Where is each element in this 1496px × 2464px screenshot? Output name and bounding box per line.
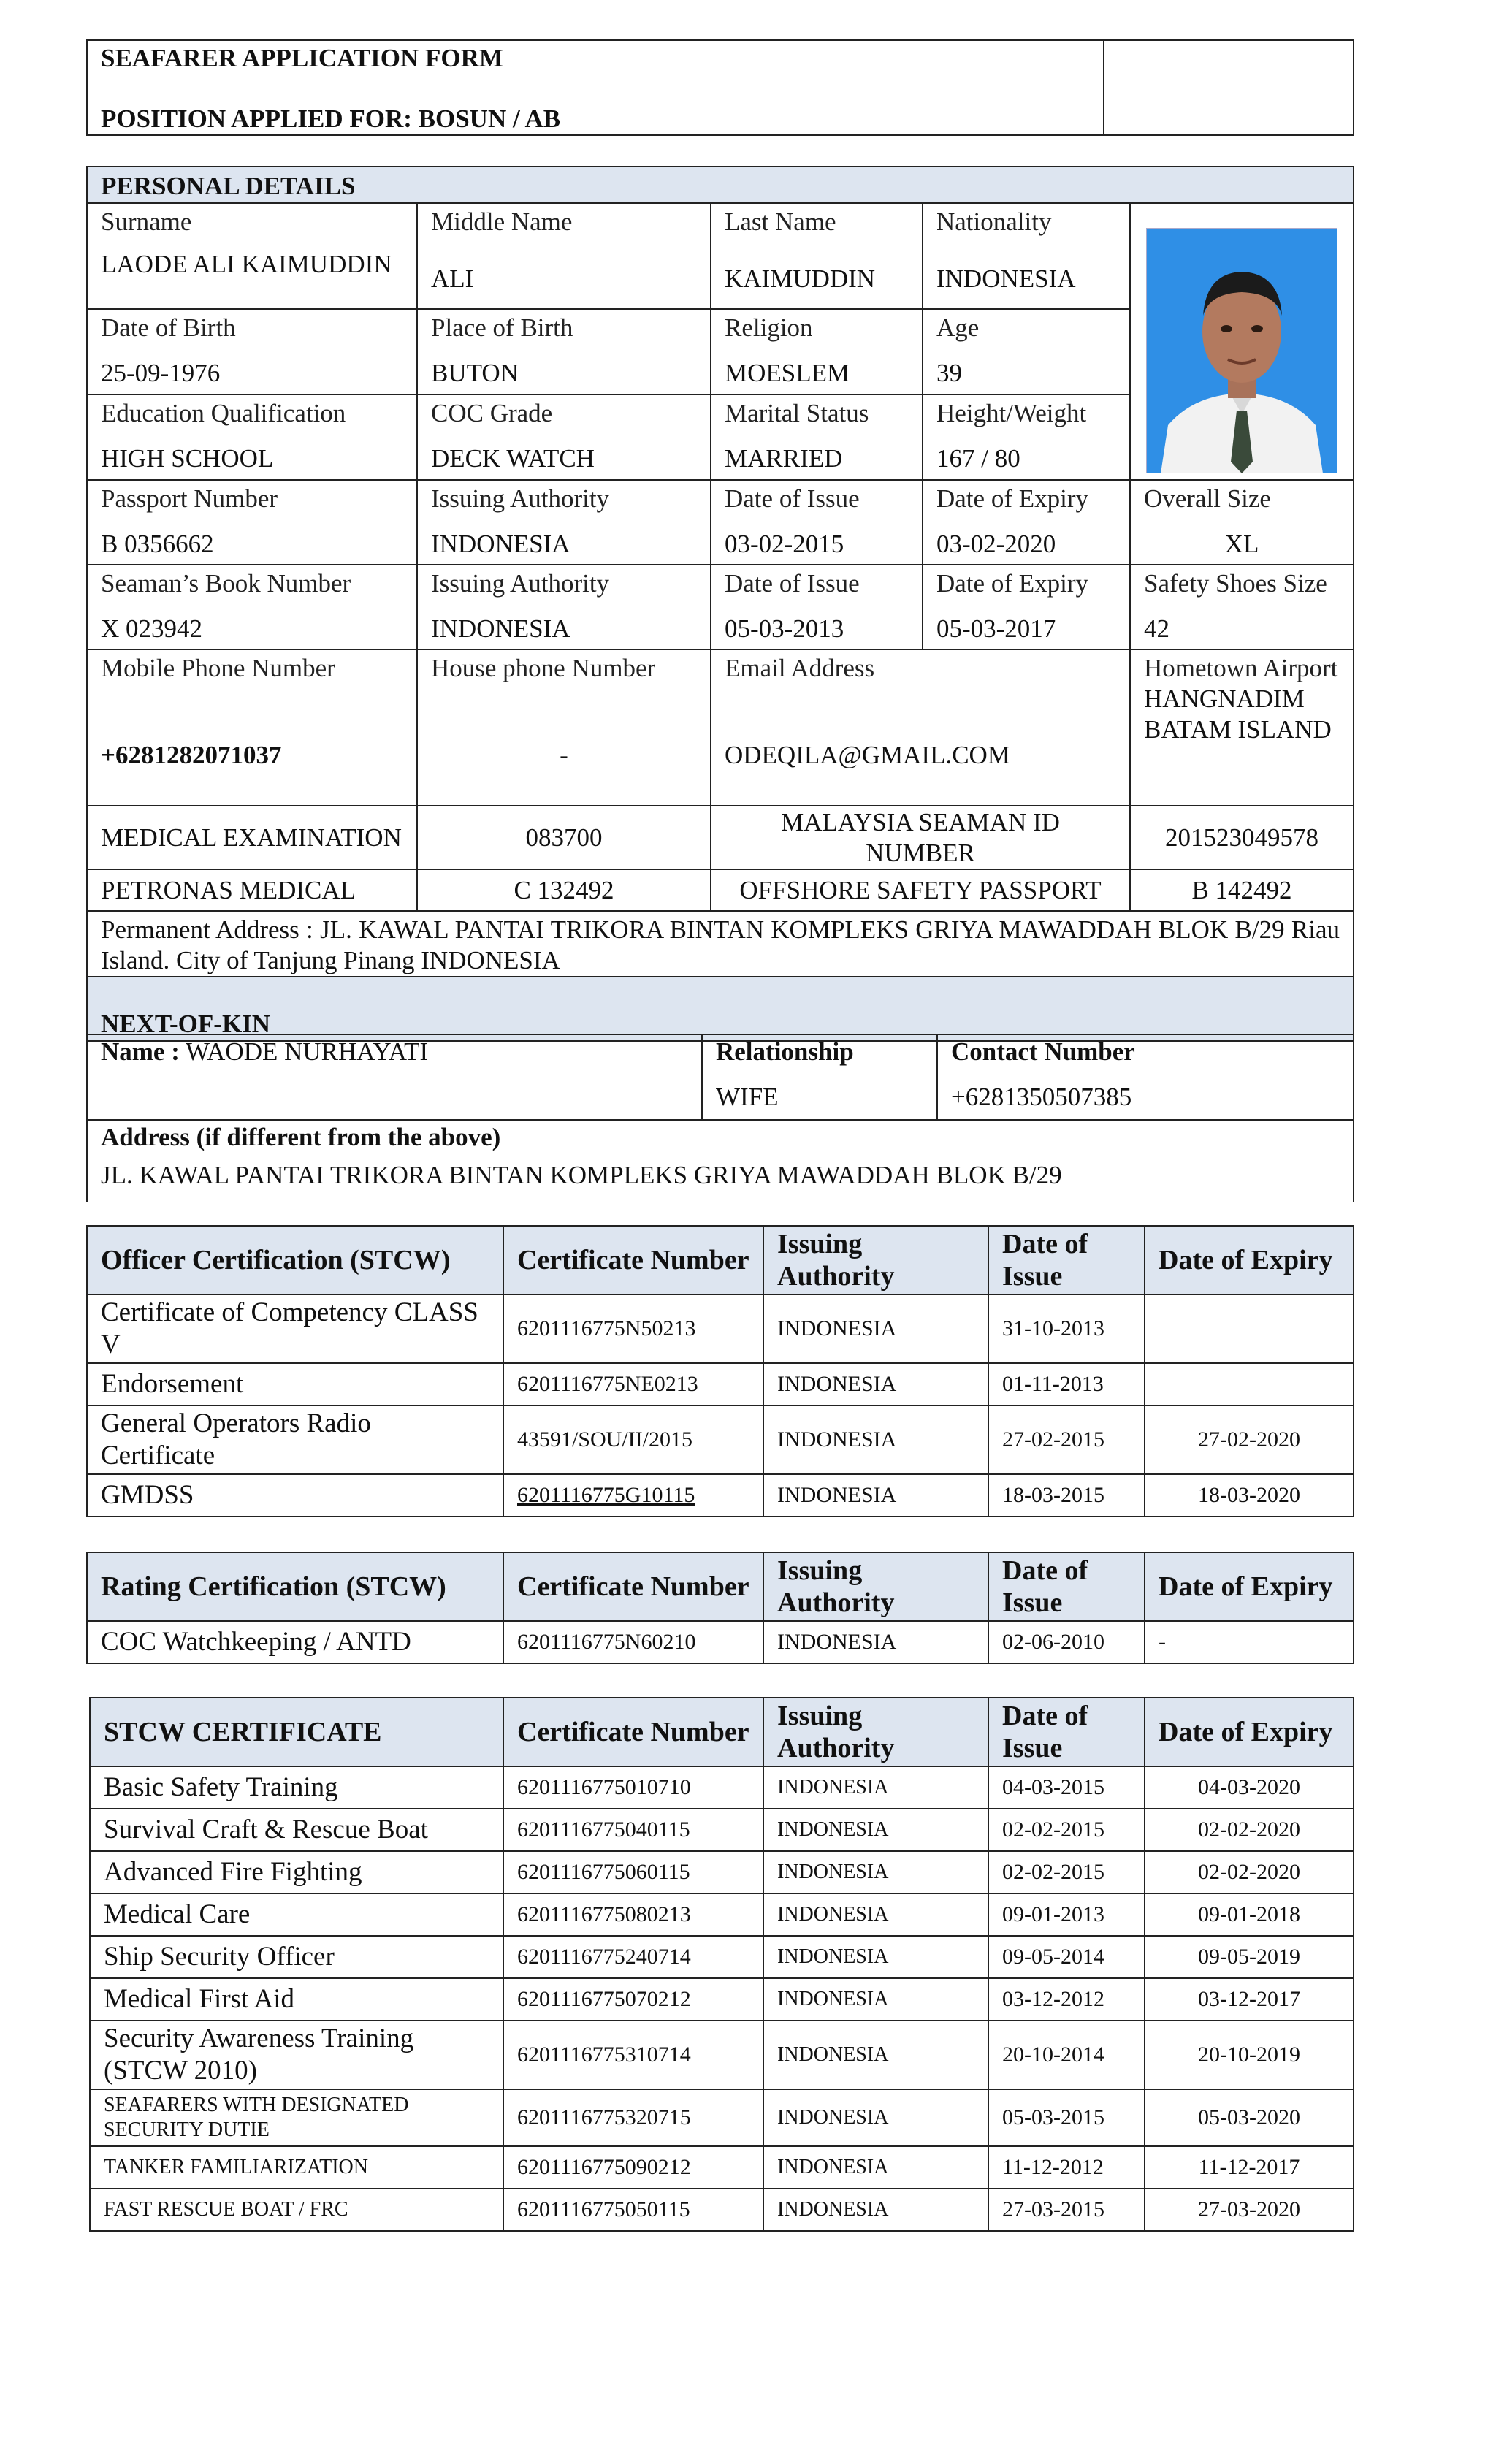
email-label: Email Address bbox=[725, 654, 875, 682]
cert-expiry: - bbox=[1145, 1621, 1354, 1663]
house-phone-label: House phone Number bbox=[431, 654, 656, 682]
col-cert-number: Certificate Number bbox=[503, 1226, 763, 1294]
cert-number: 43591/SOU/II/2015 bbox=[503, 1405, 763, 1474]
table-row bbox=[87, 1294, 1354, 1363]
marital-label: Marital Status bbox=[725, 399, 869, 427]
seaman-issue-value: 05-03-2013 bbox=[725, 614, 844, 643]
seaman-authority-value: INDONESIA bbox=[431, 614, 570, 643]
passport-authority-value: INDONESIA bbox=[431, 530, 570, 558]
cert-authority: INDONESIA bbox=[763, 2189, 988, 2231]
cert-name: Survival Craft & Rescue Boat bbox=[90, 1809, 503, 1851]
cert-issue: 31-10-2013 bbox=[988, 1294, 1145, 1363]
cert-issue: 09-01-2013 bbox=[988, 1893, 1145, 1936]
cert-issue: 04-03-2015 bbox=[988, 1766, 1145, 1809]
surname-label: Surname bbox=[101, 207, 192, 236]
mobile-label: Mobile Phone Number bbox=[101, 654, 335, 682]
table-row bbox=[90, 1893, 1354, 1936]
cert-expiry: 03-12-2017 bbox=[1145, 1978, 1354, 2021]
header-blank-box bbox=[1104, 40, 1354, 135]
officer-cert-title: Officer Certification (STCW) bbox=[87, 1226, 503, 1294]
cert-authority: INDONESIA bbox=[763, 2089, 988, 2146]
kin-address-label: Address (if different from the above) bbox=[101, 1123, 501, 1151]
cert-name: Security Awareness Training (STCW 2010) bbox=[90, 2021, 503, 2089]
age-label: Age bbox=[936, 313, 980, 342]
rating-cert-title: Rating Certification (STCW) bbox=[87, 1552, 503, 1621]
cert-number: 6201116775060115 bbox=[503, 1851, 763, 1893]
col-date-of-issue: Date of Issue bbox=[988, 1552, 1145, 1621]
form-title: SEAFARER APPLICATION FORM bbox=[101, 44, 503, 72]
religion-value: MOESLEM bbox=[725, 359, 850, 387]
cert-expiry: 18-03-2020 bbox=[1145, 1474, 1354, 1517]
pob-value: BUTON bbox=[431, 359, 519, 387]
cert-issue: 05-03-2015 bbox=[988, 2089, 1145, 2146]
cert-authority: INDONESIA bbox=[763, 1474, 988, 1517]
kin-address-value: JL. KAWAL PANTAI TRIKORA BINTAN KOMPLEKS GRIYA MAWADDAH BLOK B/29 bbox=[101, 1161, 1062, 1189]
cert-issue: 20-10-2014 bbox=[988, 2021, 1145, 2089]
cert-number: 6201116775080213 bbox=[503, 1893, 763, 1936]
cert-name: COC Watchkeeping / ANTD bbox=[87, 1621, 503, 1663]
malaysia-id-label: MALAYSIA SEAMAN ID NUMBER bbox=[781, 807, 1060, 867]
table-row bbox=[90, 2146, 1354, 2189]
cert-authority: INDONESIA bbox=[763, 2021, 988, 2089]
cert-authority: INDONESIA bbox=[763, 1893, 988, 1936]
surname-value: LAODE ALI KAIMUDDIN bbox=[101, 250, 392, 278]
seaman-expiry-label: Date of Expiry bbox=[936, 569, 1088, 598]
airport-label: Hometown Airport bbox=[1144, 654, 1338, 682]
cert-expiry: 20-10-2019 bbox=[1145, 2021, 1354, 2089]
cert-issue: 01-11-2013 bbox=[988, 1363, 1145, 1405]
dob-value: 25-09-1976 bbox=[101, 359, 221, 387]
cert-number: 6201116775320715 bbox=[503, 2089, 763, 2146]
cert-authority: INDONESIA bbox=[763, 2146, 988, 2189]
pob-label: Place of Birth bbox=[431, 313, 573, 342]
kin-name-label: Name : bbox=[101, 1037, 180, 1066]
table-row bbox=[90, 2089, 1354, 2146]
section-next-of-kin: NEXT-OF-KIN bbox=[87, 977, 1354, 1041]
house-phone-value: - bbox=[560, 741, 568, 769]
cert-authority: INDONESIA bbox=[763, 1936, 988, 1978]
cert-issue: 02-02-2015 bbox=[988, 1851, 1145, 1893]
col-issuing-authority: Issuing Authority bbox=[763, 1226, 988, 1294]
overall-size-label: Overall Size bbox=[1144, 484, 1271, 513]
table-row bbox=[87, 1621, 1354, 1663]
cert-expiry: 04-03-2020 bbox=[1145, 1766, 1354, 1809]
kin-relationship-label: Relationship bbox=[716, 1037, 854, 1066]
table-row bbox=[90, 2021, 1354, 2089]
nationality-label: Nationality bbox=[936, 207, 1052, 236]
cert-issue: 02-06-2010 bbox=[988, 1621, 1145, 1663]
passport-expiry-label: Date of Expiry bbox=[936, 484, 1088, 513]
passport-issue-label: Date of Issue bbox=[725, 484, 860, 513]
cert-number: 6201116775070212 bbox=[503, 1978, 763, 2021]
cert-number: 6201116775010710 bbox=[503, 1766, 763, 1809]
cert-number: 6201116775N60210 bbox=[503, 1621, 763, 1663]
permanent-address: Permanent Address : JL. KAWAL PANTAI TRIKORA BINTAN KOMPLEKS GRIYA MAWADDAH BLOK B/29 Riau Island. City of Tanjung Pinang INDONESIA bbox=[101, 915, 1340, 974]
table-row bbox=[87, 1474, 1354, 1517]
passport-issue-value: 03-02-2015 bbox=[725, 530, 844, 558]
airport-value: HANGNADIM BATAM ISLAND bbox=[1144, 684, 1332, 744]
col-date-of-expiry: Date of Expiry bbox=[1145, 1698, 1354, 1766]
cert-number: 6201116775NE0213 bbox=[503, 1363, 763, 1405]
next-of-kin-table bbox=[86, 1034, 1354, 1202]
cert-number: 6201116775240714 bbox=[503, 1936, 763, 1978]
cert-number: 6201116775050115 bbox=[503, 2189, 763, 2231]
col-date-of-issue: Date of Issue bbox=[988, 1226, 1145, 1294]
cert-number: 6201116775090212 bbox=[503, 2146, 763, 2189]
cert-name: Medical Care bbox=[90, 1893, 503, 1936]
cert-name: General Operators Radio Certificate bbox=[87, 1405, 503, 1474]
cert-number: 6201116775G10115 bbox=[503, 1474, 763, 1517]
cert-authority: INDONESIA bbox=[763, 1294, 988, 1363]
cert-authority: INDONESIA bbox=[763, 1809, 988, 1851]
cert-expiry: 09-01-2018 bbox=[1145, 1893, 1354, 1936]
photo-cell bbox=[1130, 203, 1354, 480]
section-personal-details: PERSONAL DETAILS bbox=[87, 167, 1354, 203]
education-value: HIGH SCHOOL bbox=[101, 444, 274, 473]
dob-label: Date of Birth bbox=[101, 313, 236, 342]
cert-authority: INDONESIA bbox=[763, 1766, 988, 1809]
table-row bbox=[90, 1978, 1354, 2021]
col-cert-number: Certificate Number bbox=[503, 1552, 763, 1621]
position-applied: POSITION APPLIED FOR: BOSUN / AB bbox=[101, 104, 561, 133]
middle-name-value: ALI bbox=[431, 264, 474, 293]
medical-label: MEDICAL EXAMINATION bbox=[101, 823, 402, 852]
col-date-of-expiry: Date of Expiry bbox=[1145, 1226, 1354, 1294]
header-title-cell bbox=[87, 40, 1104, 135]
cert-expiry: 27-02-2020 bbox=[1145, 1405, 1354, 1474]
kin-relationship-value: WIFE bbox=[716, 1083, 779, 1111]
education-label: Education Qualification bbox=[101, 399, 346, 427]
cert-issue: 09-05-2014 bbox=[988, 1936, 1145, 1978]
overall-size-value: XL bbox=[1224, 530, 1259, 558]
col-date-of-expiry: Date of Expiry bbox=[1145, 1552, 1354, 1621]
mobile-value: +6281282071037 bbox=[101, 741, 282, 769]
cert-name: Ship Security Officer bbox=[90, 1936, 503, 1978]
shoes-size-value: 42 bbox=[1144, 614, 1169, 643]
passport-value: B 0356662 bbox=[101, 530, 214, 558]
cert-expiry: 05-03-2020 bbox=[1145, 2089, 1354, 2146]
seaman-expiry-value: 05-03-2017 bbox=[936, 614, 1056, 643]
cert-authority: INDONESIA bbox=[763, 1621, 988, 1663]
cert-issue: 18-03-2015 bbox=[988, 1474, 1145, 1517]
cert-name: FAST RESCUE BOAT / FRC bbox=[90, 2189, 503, 2231]
table-row bbox=[90, 1851, 1354, 1893]
cert-expiry: 02-02-2020 bbox=[1145, 1809, 1354, 1851]
shoes-size-label: Safety Shoes Size bbox=[1144, 569, 1327, 598]
email-value: ODEQILA@GMAIL.COM bbox=[725, 741, 1010, 769]
table-row bbox=[90, 2189, 1354, 2231]
stcw-cert-table bbox=[89, 1697, 1354, 2232]
col-issuing-authority: Issuing Authority bbox=[763, 1552, 988, 1621]
coc-grade-value: DECK WATCH bbox=[431, 444, 595, 473]
malaysia-id-value: 201523049578 bbox=[1165, 823, 1318, 852]
nationality-value: INDONESIA bbox=[936, 264, 1076, 293]
table-row bbox=[90, 1936, 1354, 1978]
form-header bbox=[86, 39, 1354, 136]
cert-issue: 11-12-2012 bbox=[988, 2146, 1145, 2189]
cert-expiry bbox=[1145, 1363, 1354, 1405]
col-cert-number: Certificate Number bbox=[503, 1698, 763, 1766]
cert-issue: 27-03-2015 bbox=[988, 2189, 1145, 2231]
seaman-authority-label: Issuing Authority bbox=[431, 569, 610, 598]
offshore-passport-label: OFFSHORE SAFETY PASSPORT bbox=[739, 875, 1102, 904]
seaman-book-label: Seaman’s Book Number bbox=[101, 569, 351, 598]
officer-cert-table bbox=[86, 1225, 1354, 1517]
cert-name: GMDSS bbox=[87, 1474, 503, 1517]
last-name-label: Last Name bbox=[725, 207, 836, 236]
col-issuing-authority: Issuing Authority bbox=[763, 1698, 988, 1766]
kin-contact-label: Contact Number bbox=[951, 1037, 1135, 1066]
religion-label: Religion bbox=[725, 313, 813, 342]
cert-expiry: 02-02-2020 bbox=[1145, 1851, 1354, 1893]
cert-authority: INDONESIA bbox=[763, 1405, 988, 1474]
cert-expiry bbox=[1145, 1294, 1354, 1363]
cert-number: 6201116775310714 bbox=[503, 2021, 763, 2089]
petronas-value: C 132492 bbox=[514, 875, 614, 904]
table-row bbox=[87, 1363, 1354, 1405]
table-row bbox=[87, 1405, 1354, 1474]
cert-issue: 27-02-2015 bbox=[988, 1405, 1145, 1474]
cert-number: 6201116775040115 bbox=[503, 1809, 763, 1851]
last-name-value: KAIMUDDIN bbox=[725, 264, 876, 293]
rating-cert-table bbox=[86, 1552, 1354, 1664]
cert-issue: 03-12-2012 bbox=[988, 1978, 1145, 2021]
height-weight-label: Height/Weight bbox=[936, 399, 1087, 427]
cert-name: SEAFARERS WITH DESIGNATED SECURITY DUTIE bbox=[90, 2089, 503, 2146]
cert-name: Certificate of Competency CLASS V bbox=[87, 1294, 503, 1363]
cert-issue: 02-02-2015 bbox=[988, 1809, 1145, 1851]
middle-name-label: Middle Name bbox=[431, 207, 573, 236]
passport-label: Passport Number bbox=[101, 484, 278, 513]
cert-number: 6201116775N50213 bbox=[503, 1294, 763, 1363]
cert-expiry: 27-03-2020 bbox=[1145, 2189, 1354, 2231]
cert-authority: INDONESIA bbox=[763, 1851, 988, 1893]
cert-name: Basic Safety Training bbox=[90, 1766, 503, 1809]
offshore-passport-value: B 142492 bbox=[1191, 875, 1292, 904]
table-row bbox=[90, 1809, 1354, 1851]
passport-expiry-value: 03-02-2020 bbox=[936, 530, 1056, 558]
personal-details-table bbox=[86, 166, 1354, 1042]
stcw-cert-title: STCW CERTIFICATE bbox=[90, 1698, 503, 1766]
petronas-label: PETRONAS MEDICAL bbox=[101, 875, 356, 904]
coc-grade-label: COC Grade bbox=[431, 399, 553, 427]
kin-name-value: WAODE NURHAYATI bbox=[186, 1037, 429, 1066]
seaman-issue-label: Date of Issue bbox=[725, 569, 860, 598]
kin-contact-value: +6281350507385 bbox=[951, 1083, 1132, 1111]
height-weight-value: 167 / 80 bbox=[936, 444, 1020, 473]
col-date-of-issue: Date of Issue bbox=[988, 1698, 1145, 1766]
seaman-book-value: X 023942 bbox=[101, 614, 203, 643]
marital-value: MARRIED bbox=[725, 444, 843, 473]
age-value: 39 bbox=[936, 359, 962, 387]
cert-expiry: 09-05-2019 bbox=[1145, 1936, 1354, 1978]
cert-expiry: 11-12-2017 bbox=[1145, 2146, 1354, 2189]
cert-name: Medical First Aid bbox=[90, 1978, 503, 2021]
medical-value: 083700 bbox=[525, 823, 603, 852]
cert-name: Endorsement bbox=[87, 1363, 503, 1405]
cert-name: TANKER FAMILIARIZATION bbox=[90, 2146, 503, 2189]
cert-authority: INDONESIA bbox=[763, 1363, 988, 1405]
table-row bbox=[90, 1766, 1354, 1809]
cert-name: Advanced Fire Fighting bbox=[90, 1851, 503, 1893]
passport-authority-label: Issuing Authority bbox=[431, 484, 610, 513]
cert-authority: INDONESIA bbox=[763, 1978, 988, 2021]
applicant-photo bbox=[1146, 228, 1337, 473]
